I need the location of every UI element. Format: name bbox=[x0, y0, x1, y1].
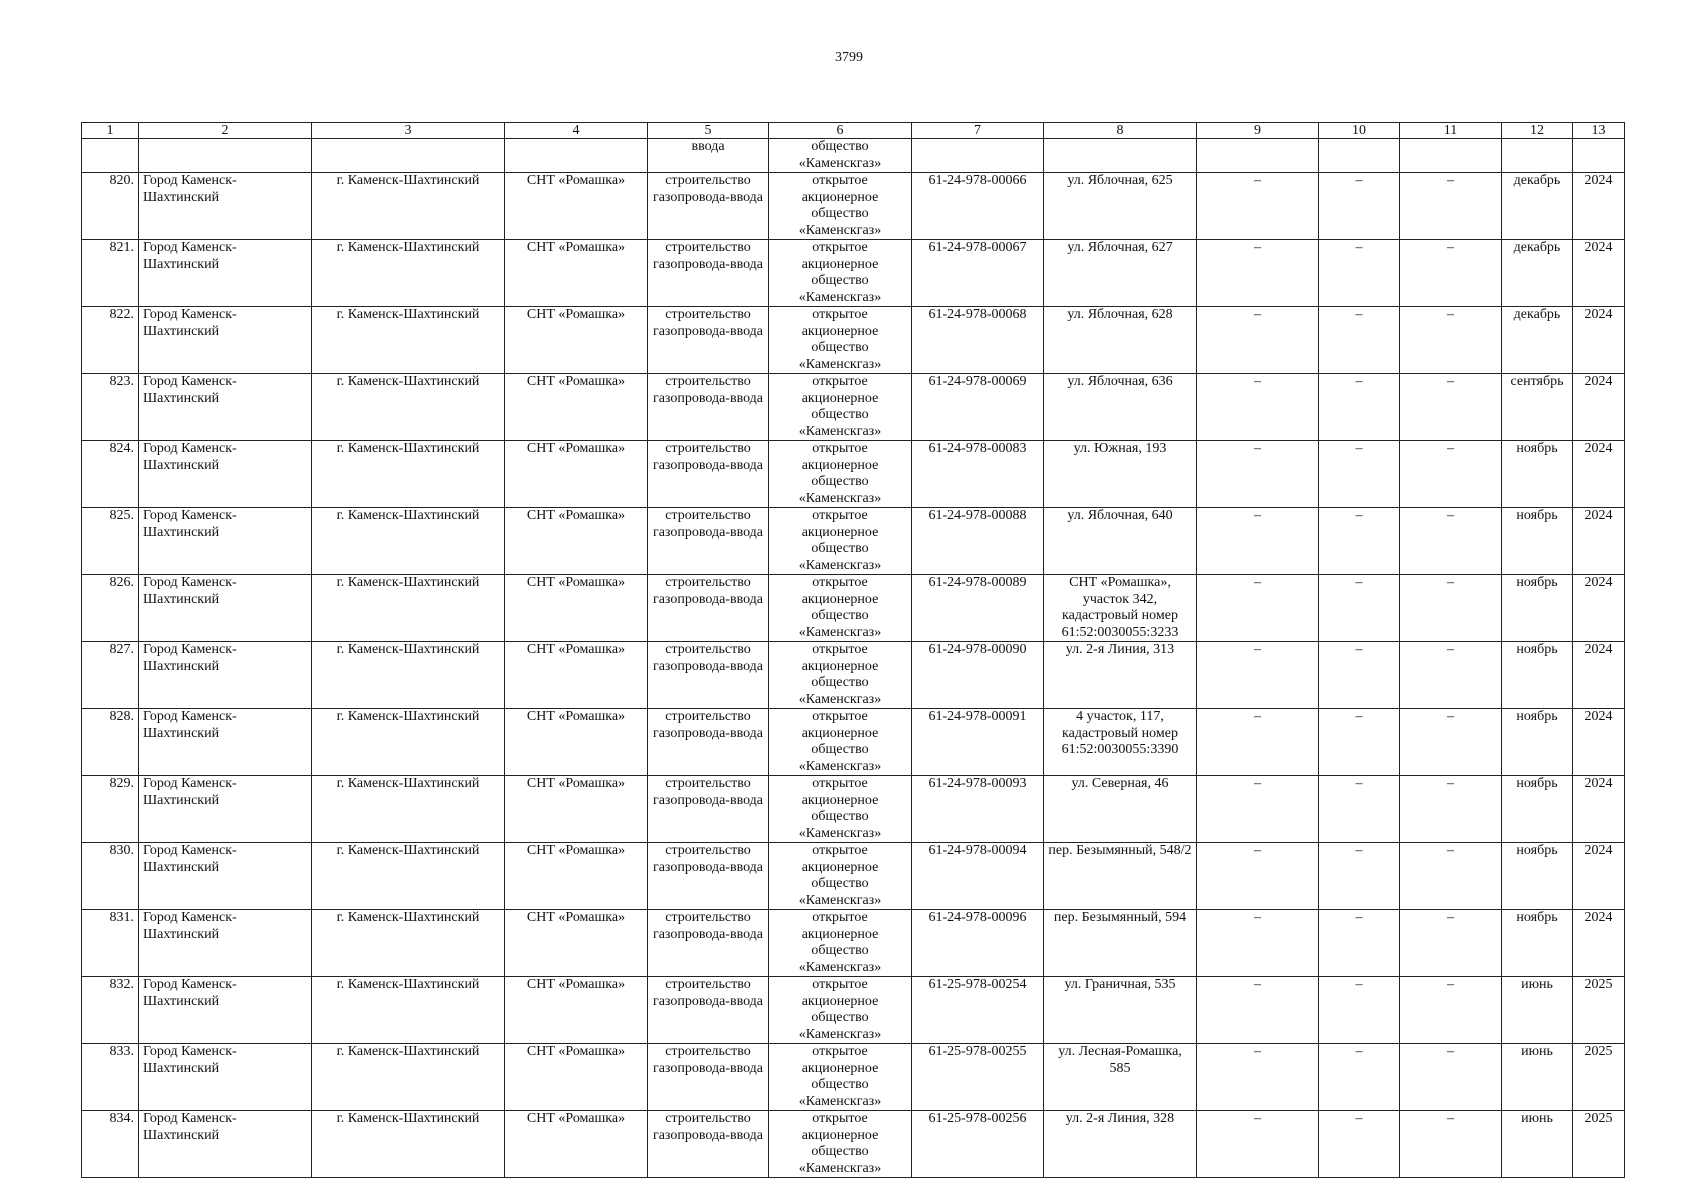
organization-cell: открытое акционерное общество «Каменскгаз» bbox=[769, 776, 912, 843]
work-type-cell: строительство газопровода-ввода bbox=[648, 173, 769, 240]
organization-cell: открытое акционерное общество «Каменскгаз» bbox=[769, 240, 912, 307]
work-type-cell: строительство газопровода-ввода bbox=[648, 1044, 769, 1111]
city-cell: г. Каменск-Шахтинский bbox=[312, 642, 505, 709]
settlement-cell: СНТ «Ромашка» bbox=[505, 709, 648, 776]
dash-cell: – bbox=[1197, 240, 1319, 307]
year-cell: 2024 bbox=[1573, 307, 1625, 374]
city-cell: г. Каменск-Шахтинский bbox=[312, 173, 505, 240]
district-cell: Город Каменск-Шахтинский bbox=[139, 642, 312, 709]
gasification-table bbox=[81, 122, 1625, 1178]
row-number-cell: 831. bbox=[82, 910, 139, 977]
object-code-cell: 61-24-978-00088 bbox=[912, 508, 1044, 575]
table-cell bbox=[139, 139, 312, 173]
table-row bbox=[82, 977, 1625, 1044]
table-cell bbox=[1400, 139, 1502, 173]
column-header: 10 bbox=[1319, 123, 1400, 139]
dash-cell: – bbox=[1400, 374, 1502, 441]
dash-cell: – bbox=[1197, 374, 1319, 441]
row-number-cell: 830. bbox=[82, 843, 139, 910]
object-code-cell: 61-24-978-00069 bbox=[912, 374, 1044, 441]
month-cell: ноябрь bbox=[1502, 910, 1573, 977]
settlement-cell: СНТ «Ромашка» bbox=[505, 173, 648, 240]
object-code-cell: 61-24-978-00096 bbox=[912, 910, 1044, 977]
dash-cell: – bbox=[1197, 508, 1319, 575]
month-cell: декабрь bbox=[1502, 240, 1573, 307]
organization-cell: открытое акционерное общество «Каменскгаз» bbox=[769, 1044, 912, 1111]
address-cell: ул. Южная, 193 bbox=[1044, 441, 1197, 508]
dash-cell: – bbox=[1319, 910, 1400, 977]
work-type-cell: строительство газопровода-ввода bbox=[648, 910, 769, 977]
organization-cell: открытое акционерное общество «Каменскгаз» bbox=[769, 575, 912, 642]
city-cell: г. Каменск-Шахтинский bbox=[312, 307, 505, 374]
settlement-cell: СНТ «Ромашка» bbox=[505, 1044, 648, 1111]
district-cell: Город Каменск-Шахтинский bbox=[139, 173, 312, 240]
table-row bbox=[82, 776, 1625, 843]
settlement-cell: СНТ «Ромашка» bbox=[505, 843, 648, 910]
district-cell: Город Каменск-Шахтинский bbox=[139, 910, 312, 977]
row-number-cell: 825. bbox=[82, 508, 139, 575]
table-cell bbox=[82, 139, 139, 173]
year-cell: 2025 bbox=[1573, 1044, 1625, 1111]
address-cell: ул. 2-я Линия, 313 bbox=[1044, 642, 1197, 709]
district-cell: Город Каменск-Шахтинский bbox=[139, 1044, 312, 1111]
organization-cell: открытое акционерное общество «Каменскгаз» bbox=[769, 642, 912, 709]
district-cell: Город Каменск-Шахтинский bbox=[139, 307, 312, 374]
dash-cell: – bbox=[1197, 642, 1319, 709]
work-type-cell: строительство газопровода-ввода bbox=[648, 240, 769, 307]
city-cell: г. Каменск-Шахтинский bbox=[312, 977, 505, 1044]
dash-cell: – bbox=[1400, 240, 1502, 307]
address-cell: пер. Безымянный, 594 bbox=[1044, 910, 1197, 977]
work-type-cell: строительство газопровода-ввода bbox=[648, 709, 769, 776]
city-cell: г. Каменск-Шахтинский bbox=[312, 508, 505, 575]
district-cell: Город Каменск-Шахтинский bbox=[139, 240, 312, 307]
settlement-cell: СНТ «Ромашка» bbox=[505, 910, 648, 977]
address-cell: ул. Лесная-Ромашка, 585 bbox=[1044, 1044, 1197, 1111]
column-number-row bbox=[82, 123, 1625, 139]
dash-cell: – bbox=[1400, 508, 1502, 575]
work-type-cell: ввода bbox=[648, 139, 769, 173]
address-cell: пер. Безымянный, 548/2 bbox=[1044, 843, 1197, 910]
row-number-cell: 829. bbox=[82, 776, 139, 843]
row-number-cell: 833. bbox=[82, 1044, 139, 1111]
dash-cell: – bbox=[1400, 709, 1502, 776]
column-header: 11 bbox=[1400, 123, 1502, 139]
row-number-cell: 821. bbox=[82, 240, 139, 307]
organization-cell: открытое акционерное общество «Каменскгаз» bbox=[769, 843, 912, 910]
object-code-cell: 61-24-978-00083 bbox=[912, 441, 1044, 508]
month-cell: ноябрь bbox=[1502, 843, 1573, 910]
address-cell: 4 участок, 117, кадастровый номер 61:52:0030055:3390 bbox=[1044, 709, 1197, 776]
settlement-cell: СНТ «Ромашка» bbox=[505, 1111, 648, 1178]
city-cell: г. Каменск-Шахтинский bbox=[312, 1044, 505, 1111]
district-cell: Город Каменск-Шахтинский bbox=[139, 776, 312, 843]
dash-cell: – bbox=[1197, 709, 1319, 776]
address-cell: ул. Граничная, 535 bbox=[1044, 977, 1197, 1044]
table-row bbox=[82, 441, 1625, 508]
year-cell: 2025 bbox=[1573, 977, 1625, 1044]
row-number-cell: 828. bbox=[82, 709, 139, 776]
year-cell: 2024 bbox=[1573, 776, 1625, 843]
dash-cell: – bbox=[1400, 977, 1502, 1044]
object-code-cell: 61-25-978-00255 bbox=[912, 1044, 1044, 1111]
dash-cell: – bbox=[1319, 1044, 1400, 1111]
dash-cell: – bbox=[1319, 1111, 1400, 1178]
column-header: 5 bbox=[648, 123, 769, 139]
dash-cell: – bbox=[1319, 374, 1400, 441]
object-code-cell: 61-24-978-00089 bbox=[912, 575, 1044, 642]
organization-cell: открытое акционерное общество «Каменскгаз» bbox=[769, 977, 912, 1044]
table-row bbox=[82, 374, 1625, 441]
column-header: 1 bbox=[82, 123, 139, 139]
address-cell: СНТ «Ромашка», участок 342, кадастровый номер 61:52:0030055:3233 bbox=[1044, 575, 1197, 642]
year-cell: 2024 bbox=[1573, 240, 1625, 307]
dash-cell: – bbox=[1197, 776, 1319, 843]
dash-cell: – bbox=[1400, 1044, 1502, 1111]
table-row bbox=[82, 1111, 1625, 1178]
city-cell: г. Каменск-Шахтинский bbox=[312, 240, 505, 307]
table-row bbox=[82, 1044, 1625, 1111]
table-row bbox=[82, 642, 1625, 709]
settlement-cell: СНТ «Ромашка» bbox=[505, 776, 648, 843]
city-cell: г. Каменск-Шахтинский bbox=[312, 441, 505, 508]
month-cell: ноябрь bbox=[1502, 709, 1573, 776]
row-number-cell: 820. bbox=[82, 173, 139, 240]
organization-cell: открытое акционерное общество «Каменскгаз» bbox=[769, 441, 912, 508]
month-cell: июнь bbox=[1502, 1044, 1573, 1111]
object-code-cell: 61-24-978-00093 bbox=[912, 776, 1044, 843]
district-cell: Город Каменск-Шахтинский bbox=[139, 374, 312, 441]
settlement-cell: СНТ «Ромашка» bbox=[505, 374, 648, 441]
column-header: 12 bbox=[1502, 123, 1573, 139]
column-header: 3 bbox=[312, 123, 505, 139]
table-row bbox=[82, 307, 1625, 374]
work-type-cell: строительство газопровода-ввода bbox=[648, 307, 769, 374]
district-cell: Город Каменск-Шахтинский bbox=[139, 441, 312, 508]
table-cell bbox=[1502, 139, 1573, 173]
organization-cell: общество «Каменскгаз» bbox=[769, 139, 912, 173]
column-header: 8 bbox=[1044, 123, 1197, 139]
row-number-cell: 827. bbox=[82, 642, 139, 709]
city-cell: г. Каменск-Шахтинский bbox=[312, 1111, 505, 1178]
year-cell: 2024 bbox=[1573, 910, 1625, 977]
dash-cell: – bbox=[1319, 776, 1400, 843]
organization-cell: открытое акционерное общество «Каменскгаз» bbox=[769, 374, 912, 441]
city-cell: г. Каменск-Шахтинский bbox=[312, 843, 505, 910]
row-number-cell: 823. bbox=[82, 374, 139, 441]
address-cell: ул. Яблочная, 628 bbox=[1044, 307, 1197, 374]
settlement-cell: СНТ «Ромашка» bbox=[505, 508, 648, 575]
table-cell bbox=[1319, 139, 1400, 173]
dash-cell: – bbox=[1197, 173, 1319, 240]
work-type-cell: строительство газопровода-ввода bbox=[648, 642, 769, 709]
dash-cell: – bbox=[1197, 977, 1319, 1044]
table-cell bbox=[1044, 139, 1197, 173]
dash-cell: – bbox=[1400, 441, 1502, 508]
dash-cell: – bbox=[1319, 977, 1400, 1044]
dash-cell: – bbox=[1197, 1044, 1319, 1111]
dash-cell: – bbox=[1319, 508, 1400, 575]
work-type-cell: строительство газопровода-ввода bbox=[648, 977, 769, 1044]
object-code-cell: 61-24-978-00094 bbox=[912, 843, 1044, 910]
table-row bbox=[82, 173, 1625, 240]
work-type-cell: строительство газопровода-ввода bbox=[648, 374, 769, 441]
dash-cell: – bbox=[1400, 642, 1502, 709]
dash-cell: – bbox=[1400, 910, 1502, 977]
dash-cell: – bbox=[1319, 173, 1400, 240]
table-row bbox=[82, 910, 1625, 977]
organization-cell: открытое акционерное общество «Каменскгаз» bbox=[769, 173, 912, 240]
dash-cell: – bbox=[1319, 575, 1400, 642]
address-cell: ул. Яблочная, 627 bbox=[1044, 240, 1197, 307]
city-cell: г. Каменск-Шахтинский bbox=[312, 709, 505, 776]
address-cell: ул. Северная, 46 bbox=[1044, 776, 1197, 843]
address-cell: ул. Яблочная, 640 bbox=[1044, 508, 1197, 575]
row-number-cell: 824. bbox=[82, 441, 139, 508]
dash-cell: – bbox=[1197, 843, 1319, 910]
year-cell: 2024 bbox=[1573, 374, 1625, 441]
dash-cell: – bbox=[1400, 173, 1502, 240]
year-cell: 2024 bbox=[1573, 575, 1625, 642]
district-cell: Город Каменск-Шахтинский bbox=[139, 508, 312, 575]
column-header: 2 bbox=[139, 123, 312, 139]
settlement-cell: СНТ «Ромашка» bbox=[505, 307, 648, 374]
object-code-cell: 61-24-978-00068 bbox=[912, 307, 1044, 374]
row-number-cell: 834. bbox=[82, 1111, 139, 1178]
month-cell: сентябрь bbox=[1502, 374, 1573, 441]
month-cell: июнь bbox=[1502, 1111, 1573, 1178]
table-row bbox=[82, 508, 1625, 575]
dash-cell: – bbox=[1400, 776, 1502, 843]
address-cell: ул. Яблочная, 625 bbox=[1044, 173, 1197, 240]
table-cell bbox=[1197, 139, 1319, 173]
work-type-cell: строительство газопровода-ввода bbox=[648, 575, 769, 642]
table-cell bbox=[1573, 139, 1625, 173]
month-cell: июнь bbox=[1502, 977, 1573, 1044]
column-header: 13 bbox=[1573, 123, 1625, 139]
month-cell: ноябрь bbox=[1502, 441, 1573, 508]
dash-cell: – bbox=[1197, 575, 1319, 642]
object-code-cell: 61-24-978-00067 bbox=[912, 240, 1044, 307]
table-row bbox=[82, 575, 1625, 642]
district-cell: Город Каменск-Шахтинский bbox=[139, 1111, 312, 1178]
settlement-cell: СНТ «Ромашка» bbox=[505, 642, 648, 709]
dash-cell: – bbox=[1400, 1111, 1502, 1178]
organization-cell: открытое акционерное общество «Каменскгаз» bbox=[769, 307, 912, 374]
work-type-cell: строительство газопровода-ввода bbox=[648, 1111, 769, 1178]
table-cell bbox=[312, 139, 505, 173]
table-row bbox=[82, 843, 1625, 910]
organization-cell: открытое акционерное общество «Каменскгаз» bbox=[769, 910, 912, 977]
row-number-cell: 826. bbox=[82, 575, 139, 642]
continuation-row bbox=[82, 139, 1625, 173]
page-number: 3799 bbox=[835, 50, 863, 65]
organization-cell: открытое акционерное общество «Каменскгаз» bbox=[769, 508, 912, 575]
table-row bbox=[82, 709, 1625, 776]
column-header: 7 bbox=[912, 123, 1044, 139]
dash-cell: – bbox=[1319, 642, 1400, 709]
work-type-cell: строительство газопровода-ввода bbox=[648, 508, 769, 575]
dash-cell: – bbox=[1197, 441, 1319, 508]
table-cell bbox=[505, 139, 648, 173]
district-cell: Город Каменск-Шахтинский bbox=[139, 575, 312, 642]
year-cell: 2024 bbox=[1573, 709, 1625, 776]
district-cell: Город Каменск-Шахтинский bbox=[139, 843, 312, 910]
year-cell: 2024 bbox=[1573, 843, 1625, 910]
object-code-cell: 61-24-978-00090 bbox=[912, 642, 1044, 709]
column-header: 6 bbox=[769, 123, 912, 139]
work-type-cell: строительство газопровода-ввода bbox=[648, 843, 769, 910]
object-code-cell: 61-25-978-00256 bbox=[912, 1111, 1044, 1178]
dash-cell: – bbox=[1319, 709, 1400, 776]
month-cell: ноябрь bbox=[1502, 575, 1573, 642]
object-code-cell: 61-24-978-00091 bbox=[912, 709, 1044, 776]
month-cell: декабрь bbox=[1502, 173, 1573, 240]
year-cell: 2024 bbox=[1573, 173, 1625, 240]
column-header: 4 bbox=[505, 123, 648, 139]
month-cell: декабрь bbox=[1502, 307, 1573, 374]
dash-cell: – bbox=[1319, 240, 1400, 307]
settlement-cell: СНТ «Ромашка» bbox=[505, 441, 648, 508]
dash-cell: – bbox=[1400, 575, 1502, 642]
address-cell: ул. 2-я Линия, 328 bbox=[1044, 1111, 1197, 1178]
dash-cell: – bbox=[1400, 843, 1502, 910]
column-header: 9 bbox=[1197, 123, 1319, 139]
month-cell: ноябрь bbox=[1502, 642, 1573, 709]
work-type-cell: строительство газопровода-ввода bbox=[648, 441, 769, 508]
dash-cell: – bbox=[1319, 441, 1400, 508]
city-cell: г. Каменск-Шахтинский bbox=[312, 910, 505, 977]
row-number-cell: 832. bbox=[82, 977, 139, 1044]
object-code-cell: 61-25-978-00254 bbox=[912, 977, 1044, 1044]
organization-cell: открытое акционерное общество «Каменскгаз» bbox=[769, 1111, 912, 1178]
address-cell: ул. Яблочная, 636 bbox=[1044, 374, 1197, 441]
month-cell: ноябрь bbox=[1502, 508, 1573, 575]
year-cell: 2024 bbox=[1573, 642, 1625, 709]
row-number-cell: 822. bbox=[82, 307, 139, 374]
settlement-cell: СНТ «Ромашка» bbox=[505, 240, 648, 307]
city-cell: г. Каменск-Шахтинский bbox=[312, 776, 505, 843]
district-cell: Город Каменск-Шахтинский bbox=[139, 977, 312, 1044]
month-cell: ноябрь bbox=[1502, 776, 1573, 843]
table-cell bbox=[912, 139, 1044, 173]
settlement-cell: СНТ «Ромашка» bbox=[505, 977, 648, 1044]
organization-cell: открытое акционерное общество «Каменскгаз» bbox=[769, 709, 912, 776]
year-cell: 2024 bbox=[1573, 508, 1625, 575]
year-cell: 2024 bbox=[1573, 441, 1625, 508]
table-row bbox=[82, 240, 1625, 307]
dash-cell: – bbox=[1400, 307, 1502, 374]
object-code-cell: 61-24-978-00066 bbox=[912, 173, 1044, 240]
dash-cell: – bbox=[1319, 843, 1400, 910]
year-cell: 2025 bbox=[1573, 1111, 1625, 1178]
dash-cell: – bbox=[1197, 910, 1319, 977]
settlement-cell: СНТ «Ромашка» bbox=[505, 575, 648, 642]
dash-cell: – bbox=[1319, 307, 1400, 374]
work-type-cell: строительство газопровода-ввода bbox=[648, 776, 769, 843]
dash-cell: – bbox=[1197, 307, 1319, 374]
dash-cell: – bbox=[1197, 1111, 1319, 1178]
district-cell: Город Каменск-Шахтинский bbox=[139, 709, 312, 776]
city-cell: г. Каменск-Шахтинский bbox=[312, 374, 505, 441]
city-cell: г. Каменск-Шахтинский bbox=[312, 575, 505, 642]
